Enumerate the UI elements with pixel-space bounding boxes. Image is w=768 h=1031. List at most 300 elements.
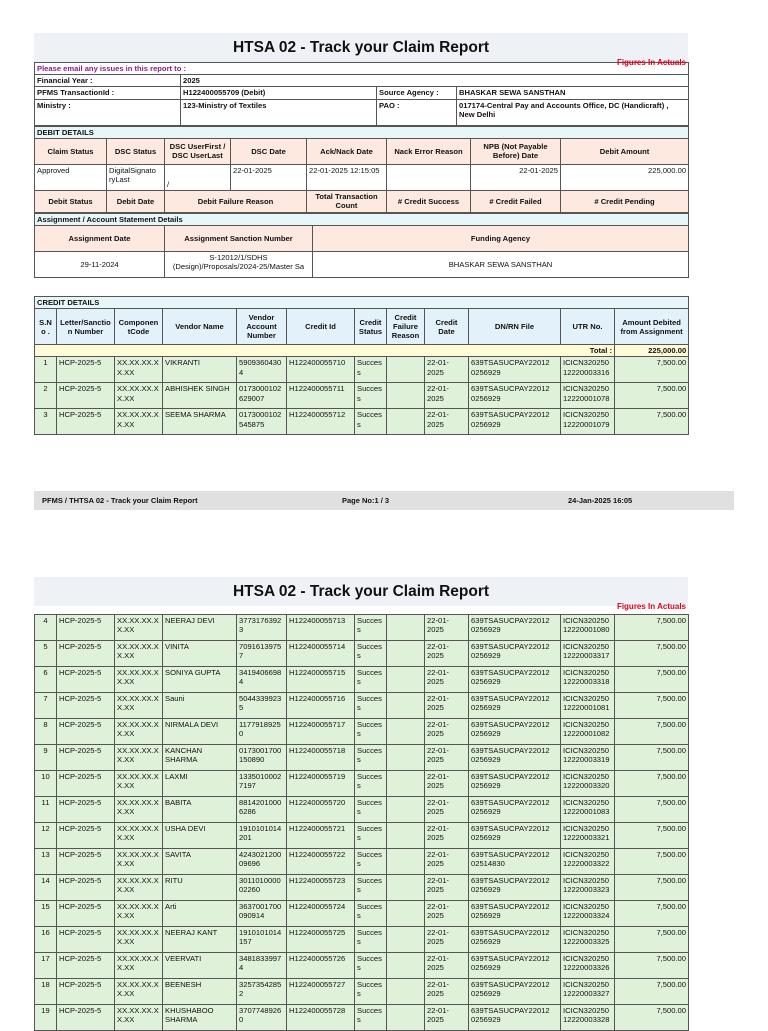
cell-credit-status: Success <box>355 383 387 409</box>
cell-credit-id: H122400055723 <box>287 875 355 901</box>
credit-table-row <box>35 693 689 719</box>
cell-utr-no: ICICN320250 12220003324 <box>561 901 615 927</box>
cell-letter-sanction-number: HCP-2025-5 <box>57 383 115 409</box>
credit-details-table-continued <box>34 614 689 1031</box>
cell-credit-date: 22-01- 2025 <box>425 953 469 979</box>
cell-credit-id: H122400055721 <box>287 823 355 849</box>
claim-status: Approved <box>35 164 107 190</box>
cell-vendor-name: VINITA <box>163 641 237 667</box>
cell-component-code: XX.XX.XX.X X.XX <box>115 641 163 667</box>
footer-page-number: Page No:1 / 3 <box>342 496 390 505</box>
assignment-header: Assignment Sanction Number <box>165 226 313 252</box>
cell-component-code: XX.XX.XX.X X.XX <box>115 849 163 875</box>
cell-credit-id: H122400055719 <box>287 771 355 797</box>
cell-utr-no: ICICN320250 12220003326 <box>561 953 615 979</box>
credit-table-row <box>35 771 689 797</box>
cell-vendor-name: NEERAJ DEVI <box>163 615 237 641</box>
cell-vendor-name: Sauni <box>163 693 237 719</box>
cell-sno: 2 <box>35 383 57 409</box>
ack-nack-date: 22-01-2025 12:15:05 <box>307 164 387 190</box>
assignment-sanction-number: S-12012/1/SDHS (Design)/Proposals/2024-25/Master Sa <box>165 252 313 278</box>
cell-dn-rn-file: 639TSASUCPAY22012 0256929 <box>469 383 561 409</box>
cell-credit-date: 22-01- 2025 <box>425 641 469 667</box>
debit-header-2: # Credit Failed <box>471 190 561 212</box>
cell-sno: 6 <box>35 667 57 693</box>
cell-credit-id: H122400055713 <box>287 615 355 641</box>
cell-sno: 10 <box>35 771 57 797</box>
cell-sno: 7 <box>35 693 57 719</box>
cell-credit-failure-reason <box>387 823 425 849</box>
cell-vendor-name: ABHISHEK SINGH <box>163 383 237 409</box>
cell-credit-failure-reason <box>387 901 425 927</box>
cell-credit-failure-reason <box>387 849 425 875</box>
cell-credit-date: 22-01- 2025 <box>425 797 469 823</box>
cell-vendor-name: BEENESH <box>163 979 237 1005</box>
cell-credit-date: 22-01- 2025 <box>425 745 469 771</box>
cell-utr-no: ICICN320250 12220001082 <box>561 719 615 745</box>
cell-utr-no: ICICN320250 12220003322 <box>561 849 615 875</box>
pao-value: 017174-Central Pay and Accounts Office, DC (Handicraft) , New Delhi <box>457 99 689 125</box>
cell-credit-status: Success <box>355 745 387 771</box>
cell-component-code: XX.XX.XX.X X.XX <box>115 409 163 435</box>
credit-table-row <box>35 745 689 771</box>
cell-credit-status: Success <box>355 953 387 979</box>
cell-amount-debited: 7,500.00 <box>615 849 689 875</box>
cell-vendor-account-number: 1910101014 157 <box>237 927 287 953</box>
email-note: Please email any issues in this report to : <box>35 63 689 75</box>
credit-table-row <box>35 409 689 435</box>
cell-vendor-name: SEEMA SHARMA <box>163 409 237 435</box>
credit-header: Credit Failure Reason <box>387 309 425 345</box>
cell-amount-debited: 7,500.00 <box>615 383 689 409</box>
cell-vendor-account-number: 3637001700 090914 <box>237 901 287 927</box>
cell-utr-no: ICICN320250 12220003317 <box>561 641 615 667</box>
cell-amount-debited: 7,500.00 <box>615 823 689 849</box>
cell-amount-debited: 7,500.00 <box>615 357 689 383</box>
cell-dn-rn-file: 639TSASUCPAY22012 02514830 <box>469 849 561 875</box>
credit-table-row <box>35 1005 689 1031</box>
cell-component-code: XX.XX.XX.X X.XX <box>115 953 163 979</box>
cell-credit-date: 22-01- 2025 <box>425 927 469 953</box>
credit-header: Credit Status <box>355 309 387 345</box>
debit-header: DSC Status <box>107 138 165 164</box>
assignment-table <box>34 213 689 278</box>
cell-vendor-name: LAXMI <box>163 771 237 797</box>
cell-credit-status: Success <box>355 797 387 823</box>
cell-credit-failure-reason <box>387 667 425 693</box>
cell-credit-failure-reason <box>387 979 425 1005</box>
credit-header: DN/RN File <box>469 309 561 345</box>
cell-credit-date: 22-01- 2025 <box>425 771 469 797</box>
credit-table-row <box>35 383 689 409</box>
cell-credit-status: Success <box>355 901 387 927</box>
cell-amount-debited: 7,500.00 <box>615 901 689 927</box>
credit-table-row <box>35 875 689 901</box>
cell-component-code: XX.XX.XX.X X.XX <box>115 771 163 797</box>
figures-note: Figures In Actuals <box>616 58 686 67</box>
credit-rows-page-1 <box>35 357 689 435</box>
cell-utr-no: ICICN320250 12220003316 <box>561 357 615 383</box>
debit-header: Claim Status <box>35 138 107 164</box>
cell-dn-rn-file: 639TSASUCPAY22012 0256929 <box>469 745 561 771</box>
credit-header: Amount Debited from Assignment <box>615 309 689 345</box>
cell-credit-status: Success <box>355 979 387 1005</box>
cell-sno: 4 <box>35 615 57 641</box>
cell-amount-debited: 7,500.00 <box>615 667 689 693</box>
source-agency-value: BHASKAR SEWA SANSTHAN <box>457 87 689 99</box>
cell-credit-date: 22-01- 2025 <box>425 357 469 383</box>
cell-vendor-name: KANCHAN SHARMA <box>163 745 237 771</box>
cell-credit-status: Success <box>355 719 387 745</box>
cell-credit-id: H122400055726 <box>287 953 355 979</box>
cell-sno: 18 <box>35 979 57 1005</box>
ministry-label: Ministry : <box>35 99 181 125</box>
cell-vendor-account-number: 7091613975 7 <box>237 641 287 667</box>
cell-component-code: XX.XX.XX.X X.XX <box>115 797 163 823</box>
cell-credit-id: H122400055710 <box>287 357 355 383</box>
credit-section-title: CREDIT DETAILS <box>35 297 689 309</box>
credit-header: S.No . <box>35 309 57 345</box>
cell-credit-status: Success <box>355 771 387 797</box>
dsc-date: 22-01-2025 <box>231 164 307 190</box>
cell-component-code: XX.XX.XX.X X.XX <box>115 745 163 771</box>
cell-utr-no: ICICN320250 12220003319 <box>561 745 615 771</box>
cell-credit-date: 22-01- 2025 <box>425 693 469 719</box>
cell-utr-no: ICICN320250 12220001078 <box>561 383 615 409</box>
credit-table-row <box>35 823 689 849</box>
credit-table-row <box>35 667 689 693</box>
cell-letter-sanction-number: HCP-2025-5 <box>57 615 115 641</box>
cell-letter-sanction-number: HCP-2025-5 <box>57 409 115 435</box>
credit-header: Componen tCode <box>115 309 163 345</box>
cell-dn-rn-file: 639TSASUCPAY22012 0256929 <box>469 901 561 927</box>
cell-credit-status: Success <box>355 357 387 383</box>
pao-label: PAO : <box>377 99 457 125</box>
cell-credit-id: H122400055711 <box>287 383 355 409</box>
assignment-header: Assignment Date <box>35 226 165 252</box>
cell-vendor-name: NEERAJ KANT <box>163 927 237 953</box>
cell-component-code: XX.XX.XX.X X.XX <box>115 693 163 719</box>
cell-letter-sanction-number: HCP-2025-5 <box>57 1005 115 1031</box>
cell-amount-debited: 7,500.00 <box>615 797 689 823</box>
cell-credit-failure-reason <box>387 875 425 901</box>
cell-component-code: XX.XX.XX.X X.XX <box>115 979 163 1005</box>
cell-credit-failure-reason <box>387 953 425 979</box>
cell-vendor-name: VIKRANTI <box>163 357 237 383</box>
report-title: HTSA 02 - Track your Claim Report <box>232 39 490 56</box>
cell-credit-id: H122400055727 <box>287 979 355 1005</box>
cell-utr-no: ICICN320250 12220001079 <box>561 409 615 435</box>
cell-credit-failure-reason <box>387 357 425 383</box>
cell-credit-status: Success <box>355 409 387 435</box>
cell-sno: 9 <box>35 745 57 771</box>
cell-component-code: XX.XX.XX.X X.XX <box>115 823 163 849</box>
cell-credit-id: H122400055712 <box>287 409 355 435</box>
cell-utr-no: ICICN320250 12220003323 <box>561 875 615 901</box>
debit-section-title: DEBIT DETAILS <box>35 126 689 138</box>
cell-letter-sanction-number: HCP-2025-5 <box>57 745 115 771</box>
cell-letter-sanction-number: HCP-2025-5 <box>57 719 115 745</box>
cell-vendor-account-number: 1177918925 0 <box>237 719 287 745</box>
cell-amount-debited: 7,500.00 <box>615 771 689 797</box>
cell-letter-sanction-number: HCP-2025-5 <box>57 927 115 953</box>
cell-credit-id: H122400055717 <box>287 719 355 745</box>
cell-credit-failure-reason <box>387 409 425 435</box>
cell-vendor-account-number: 3011010000 02260 <box>237 875 287 901</box>
cell-component-code: XX.XX.XX.X X.XX <box>115 357 163 383</box>
cell-sno: 19 <box>35 1005 57 1031</box>
cell-utr-no: ICICN320250 12220001080 <box>561 615 615 641</box>
cell-credit-date: 22-01- 2025 <box>425 875 469 901</box>
cell-component-code: XX.XX.XX.X X.XX <box>115 383 163 409</box>
assignment-date: 29-11-2024 <box>35 252 165 278</box>
cell-vendor-account-number: 5909360430 4 <box>237 357 287 383</box>
cell-credit-date: 22-01- 2025 <box>425 383 469 409</box>
cell-credit-id: H122400055724 <box>287 901 355 927</box>
cell-vendor-name: KHUSHABOO SHARMA <box>163 1005 237 1031</box>
npb-date: 22-01-2025 <box>471 164 561 190</box>
cell-credit-status: Success <box>355 875 387 901</box>
cell-credit-status: Success <box>355 1005 387 1031</box>
credit-header: Credit Date <box>425 309 469 345</box>
pfms-txn-label: PFMS TransactionId : <box>35 87 181 99</box>
cell-component-code: XX.XX.XX.X X.XX <box>115 1005 163 1031</box>
debit-header-2: # Credit Success <box>387 190 471 212</box>
cell-vendor-account-number: 0173000102 629007 <box>237 383 287 409</box>
cell-credit-failure-reason <box>387 719 425 745</box>
cell-credit-failure-reason <box>387 615 425 641</box>
debit-header-2: Debit Date <box>107 190 165 212</box>
cell-vendor-account-number: 5044339923 5 <box>237 693 287 719</box>
cell-vendor-name: RITU <box>163 875 237 901</box>
dsc-status: DigitalSignato ryLast <box>107 164 165 190</box>
debit-header: Ack/Nack Date <box>307 138 387 164</box>
cell-vendor-name: SONIYA GUPTA <box>163 667 237 693</box>
cell-sno: 17 <box>35 953 57 979</box>
cell-vendor-name: Arti <box>163 901 237 927</box>
financial-year-value: 2025 <box>181 75 689 87</box>
cell-credit-failure-reason <box>387 771 425 797</box>
report-title-bar <box>34 577 688 611</box>
cell-vendor-account-number: 1335010002 7197 <box>237 771 287 797</box>
report-title: HTSA 02 - Track your Claim Report <box>232 583 490 600</box>
debit-header-2: Debit Failure Reason <box>165 190 307 212</box>
credit-header: Vendor Name <box>163 309 237 345</box>
cell-utr-no: ICICN320250 12220003320 <box>561 771 615 797</box>
page-footer <box>34 491 734 510</box>
cell-credit-date: 22-01- 2025 <box>425 1005 469 1031</box>
cell-credit-failure-reason <box>387 745 425 771</box>
debit-amount: 225,000.00 <box>561 164 689 190</box>
cell-dn-rn-file: 639TSASUCPAY22012 0256929 <box>469 667 561 693</box>
debit-header-2: Total Transaction Count <box>307 190 387 212</box>
report-info-table <box>34 62 689 126</box>
cell-vendor-account-number: 1910101014 201 <box>237 823 287 849</box>
debit-header-2: Debit Status <box>35 190 107 212</box>
cell-amount-debited: 7,500.00 <box>615 693 689 719</box>
figures-note: Figures In Actuals <box>616 602 686 611</box>
cell-letter-sanction-number: HCP-2025-5 <box>57 797 115 823</box>
cell-sno: 13 <box>35 849 57 875</box>
cell-utr-no: ICICN320250 12220001083 <box>561 797 615 823</box>
cell-credit-date: 22-01- 2025 <box>425 979 469 1005</box>
cell-vendor-account-number: 3419406698 4 <box>237 667 287 693</box>
cell-credit-date: 22-01- 2025 <box>425 719 469 745</box>
credit-table-row <box>35 927 689 953</box>
cell-vendor-account-number: 3773176392 3 <box>237 615 287 641</box>
cell-sno: 14 <box>35 875 57 901</box>
cell-dn-rn-file: 639TSASUCPAY22012 0256929 <box>469 719 561 745</box>
debit-header: Nack Error Reason <box>387 138 471 164</box>
cell-sno: 3 <box>35 409 57 435</box>
cell-amount-debited: 7,500.00 <box>615 719 689 745</box>
cell-credit-status: Success <box>355 849 387 875</box>
debit-header-2: # Credit Pending <box>561 190 689 212</box>
footer-timestamp: 24-Jan-2025 16:05 <box>568 496 633 505</box>
cell-letter-sanction-number: HCP-2025-5 <box>57 901 115 927</box>
credit-table-row <box>35 901 689 927</box>
cell-amount-debited: 7,500.00 <box>615 953 689 979</box>
cell-component-code: XX.XX.XX.X X.XX <box>115 927 163 953</box>
debit-header: DSC UserFirst / DSC UserLast <box>165 138 231 164</box>
cell-utr-no: ICICN320250 12220003318 <box>561 667 615 693</box>
cell-dn-rn-file: 639TSASUCPAY22012 0256929 <box>469 927 561 953</box>
cell-vendor-account-number: 0173000102 545875 <box>237 409 287 435</box>
cell-utr-no: ICICN320250 12220003325 <box>561 927 615 953</box>
credit-table-row <box>35 615 689 641</box>
cell-credit-id: H122400055720 <box>287 797 355 823</box>
cell-vendor-name: NIRMALA DEVI <box>163 719 237 745</box>
footer-report-name: PFMS / THTSA 02 - Track your Claim Report <box>42 496 198 505</box>
cell-dn-rn-file: 639TSASUCPAY22012 0256929 <box>469 693 561 719</box>
cell-sno: 16 <box>35 927 57 953</box>
report-title-bar <box>34 33 688 67</box>
cell-vendor-name: SAVITA <box>163 849 237 875</box>
cell-letter-sanction-number: HCP-2025-5 <box>57 979 115 1005</box>
cell-credit-date: 22-01- 2025 <box>425 849 469 875</box>
cell-vendor-account-number: 0173001700 150890 <box>237 745 287 771</box>
cell-dn-rn-file: 639TSASUCPAY22012 0256929 <box>469 875 561 901</box>
cell-sno: 8 <box>35 719 57 745</box>
cell-component-code: XX.XX.XX.X X.XX <box>115 901 163 927</box>
cell-sno: 15 <box>35 901 57 927</box>
cell-vendor-account-number: 3481833997 4 <box>237 953 287 979</box>
cell-utr-no: ICICN320250 12220003321 <box>561 823 615 849</box>
source-agency-label: Source Agency : <box>377 87 457 99</box>
cell-dn-rn-file: 639TSASUCPAY22012 0256929 <box>469 409 561 435</box>
cell-credit-failure-reason <box>387 641 425 667</box>
credit-table-row <box>35 953 689 979</box>
cell-credit-failure-reason <box>387 693 425 719</box>
cell-dn-rn-file: 639TSASUCPAY22012 0256929 <box>469 1005 561 1031</box>
credit-table-row <box>35 357 689 383</box>
cell-vendor-account-number: 3707748926 0 <box>237 1005 287 1031</box>
cell-credit-id: H122400055716 <box>287 693 355 719</box>
assignment-section-title: Assignment / Account Statement Details <box>35 213 689 225</box>
cell-letter-sanction-number: HCP-2025-5 <box>57 823 115 849</box>
credit-details-table <box>34 296 689 435</box>
cell-dn-rn-file: 639TSASUCPAY22012 0256929 <box>469 771 561 797</box>
cell-utr-no: ICICN320250 12220003327 <box>561 979 615 1005</box>
cell-vendor-name: VEERVATI <box>163 953 237 979</box>
cell-dn-rn-file: 639TSASUCPAY22012 0256929 <box>469 615 561 641</box>
cell-vendor-account-number: 8814201000 6286 <box>237 797 287 823</box>
cell-amount-debited: 7,500.00 <box>615 927 689 953</box>
cell-sno: 11 <box>35 797 57 823</box>
total-label: Total : <box>35 345 615 357</box>
credit-header: Vendor Account Number <box>237 309 287 345</box>
credit-table-row <box>35 979 689 1005</box>
report-page-1 <box>34 33 688 435</box>
cell-credit-status: Success <box>355 823 387 849</box>
cell-letter-sanction-number: HCP-2025-5 <box>57 667 115 693</box>
cell-component-code: XX.XX.XX.X X.XX <box>115 875 163 901</box>
report-page-2 <box>34 577 688 1031</box>
funding-agency: BHASKAR SEWA SANSTHAN <box>313 252 689 278</box>
cell-credit-status: Success <box>355 693 387 719</box>
cell-amount-debited: 7,500.00 <box>615 409 689 435</box>
cell-dn-rn-file: 639TSASUCPAY22012 0256929 <box>469 641 561 667</box>
cell-credit-status: Success <box>355 667 387 693</box>
total-value: 225,000.00 <box>615 345 689 357</box>
cell-component-code: XX.XX.XX.X X.XX <box>115 615 163 641</box>
cell-letter-sanction-number: HCP-2025-5 <box>57 771 115 797</box>
cell-credit-date: 22-01- 2025 <box>425 615 469 641</box>
cell-letter-sanction-number: HCP-2025-5 <box>57 641 115 667</box>
cell-credit-failure-reason <box>387 927 425 953</box>
cell-component-code: XX.XX.XX.X X.XX <box>115 667 163 693</box>
cell-dn-rn-file: 639TSASUCPAY22012 0256929 <box>469 357 561 383</box>
cell-utr-no: ICICN320250 12220001081 <box>561 693 615 719</box>
cell-amount-debited: 7,500.00 <box>615 979 689 1005</box>
credit-table-row <box>35 797 689 823</box>
cell-component-code: XX.XX.XX.X X.XX <box>115 719 163 745</box>
cell-credit-id: H122400055714 <box>287 641 355 667</box>
cell-dn-rn-file: 639TSASUCPAY22012 0256929 <box>469 797 561 823</box>
cell-dn-rn-file: 639TSASUCPAY22012 0256929 <box>469 953 561 979</box>
cell-credit-status: Success <box>355 641 387 667</box>
credit-table-row <box>35 849 689 875</box>
credit-header: UTR No. <box>561 309 615 345</box>
cell-credit-status: Success <box>355 927 387 953</box>
credit-header: Credit Id <box>287 309 355 345</box>
cell-credit-status: Success <box>355 615 387 641</box>
cell-credit-id: H122400055722 <box>287 849 355 875</box>
cell-vendor-account-number: 4243021200 09696 <box>237 849 287 875</box>
cell-credit-date: 22-01- 2025 <box>425 901 469 927</box>
credit-table-row <box>35 641 689 667</box>
cell-amount-debited: 7,500.00 <box>615 875 689 901</box>
cell-credit-date: 22-01- 2025 <box>425 667 469 693</box>
dsc-user: / <box>165 164 231 190</box>
cell-credit-id: H122400055718 <box>287 745 355 771</box>
cell-dn-rn-file: 639TSASUCPAY22012 0256929 <box>469 979 561 1005</box>
cell-credit-id: H122400055715 <box>287 667 355 693</box>
cell-dn-rn-file: 639TSASUCPAY22012 0256929 <box>469 823 561 849</box>
cell-credit-failure-reason <box>387 1005 425 1031</box>
cell-letter-sanction-number: HCP-2025-5 <box>57 875 115 901</box>
credit-table-row <box>35 719 689 745</box>
cell-sno: 5 <box>35 641 57 667</box>
cell-letter-sanction-number: HCP-2025-5 <box>57 849 115 875</box>
cell-amount-debited: 7,500.00 <box>615 615 689 641</box>
nack-error-reason <box>387 164 471 190</box>
cell-vendor-name: BABITA <box>163 797 237 823</box>
credit-rows-page-2 <box>35 615 689 1031</box>
cell-letter-sanction-number: HCP-2025-5 <box>57 693 115 719</box>
debit-details-table <box>34 126 689 213</box>
assignment-header: Funding Agency <box>313 226 689 252</box>
